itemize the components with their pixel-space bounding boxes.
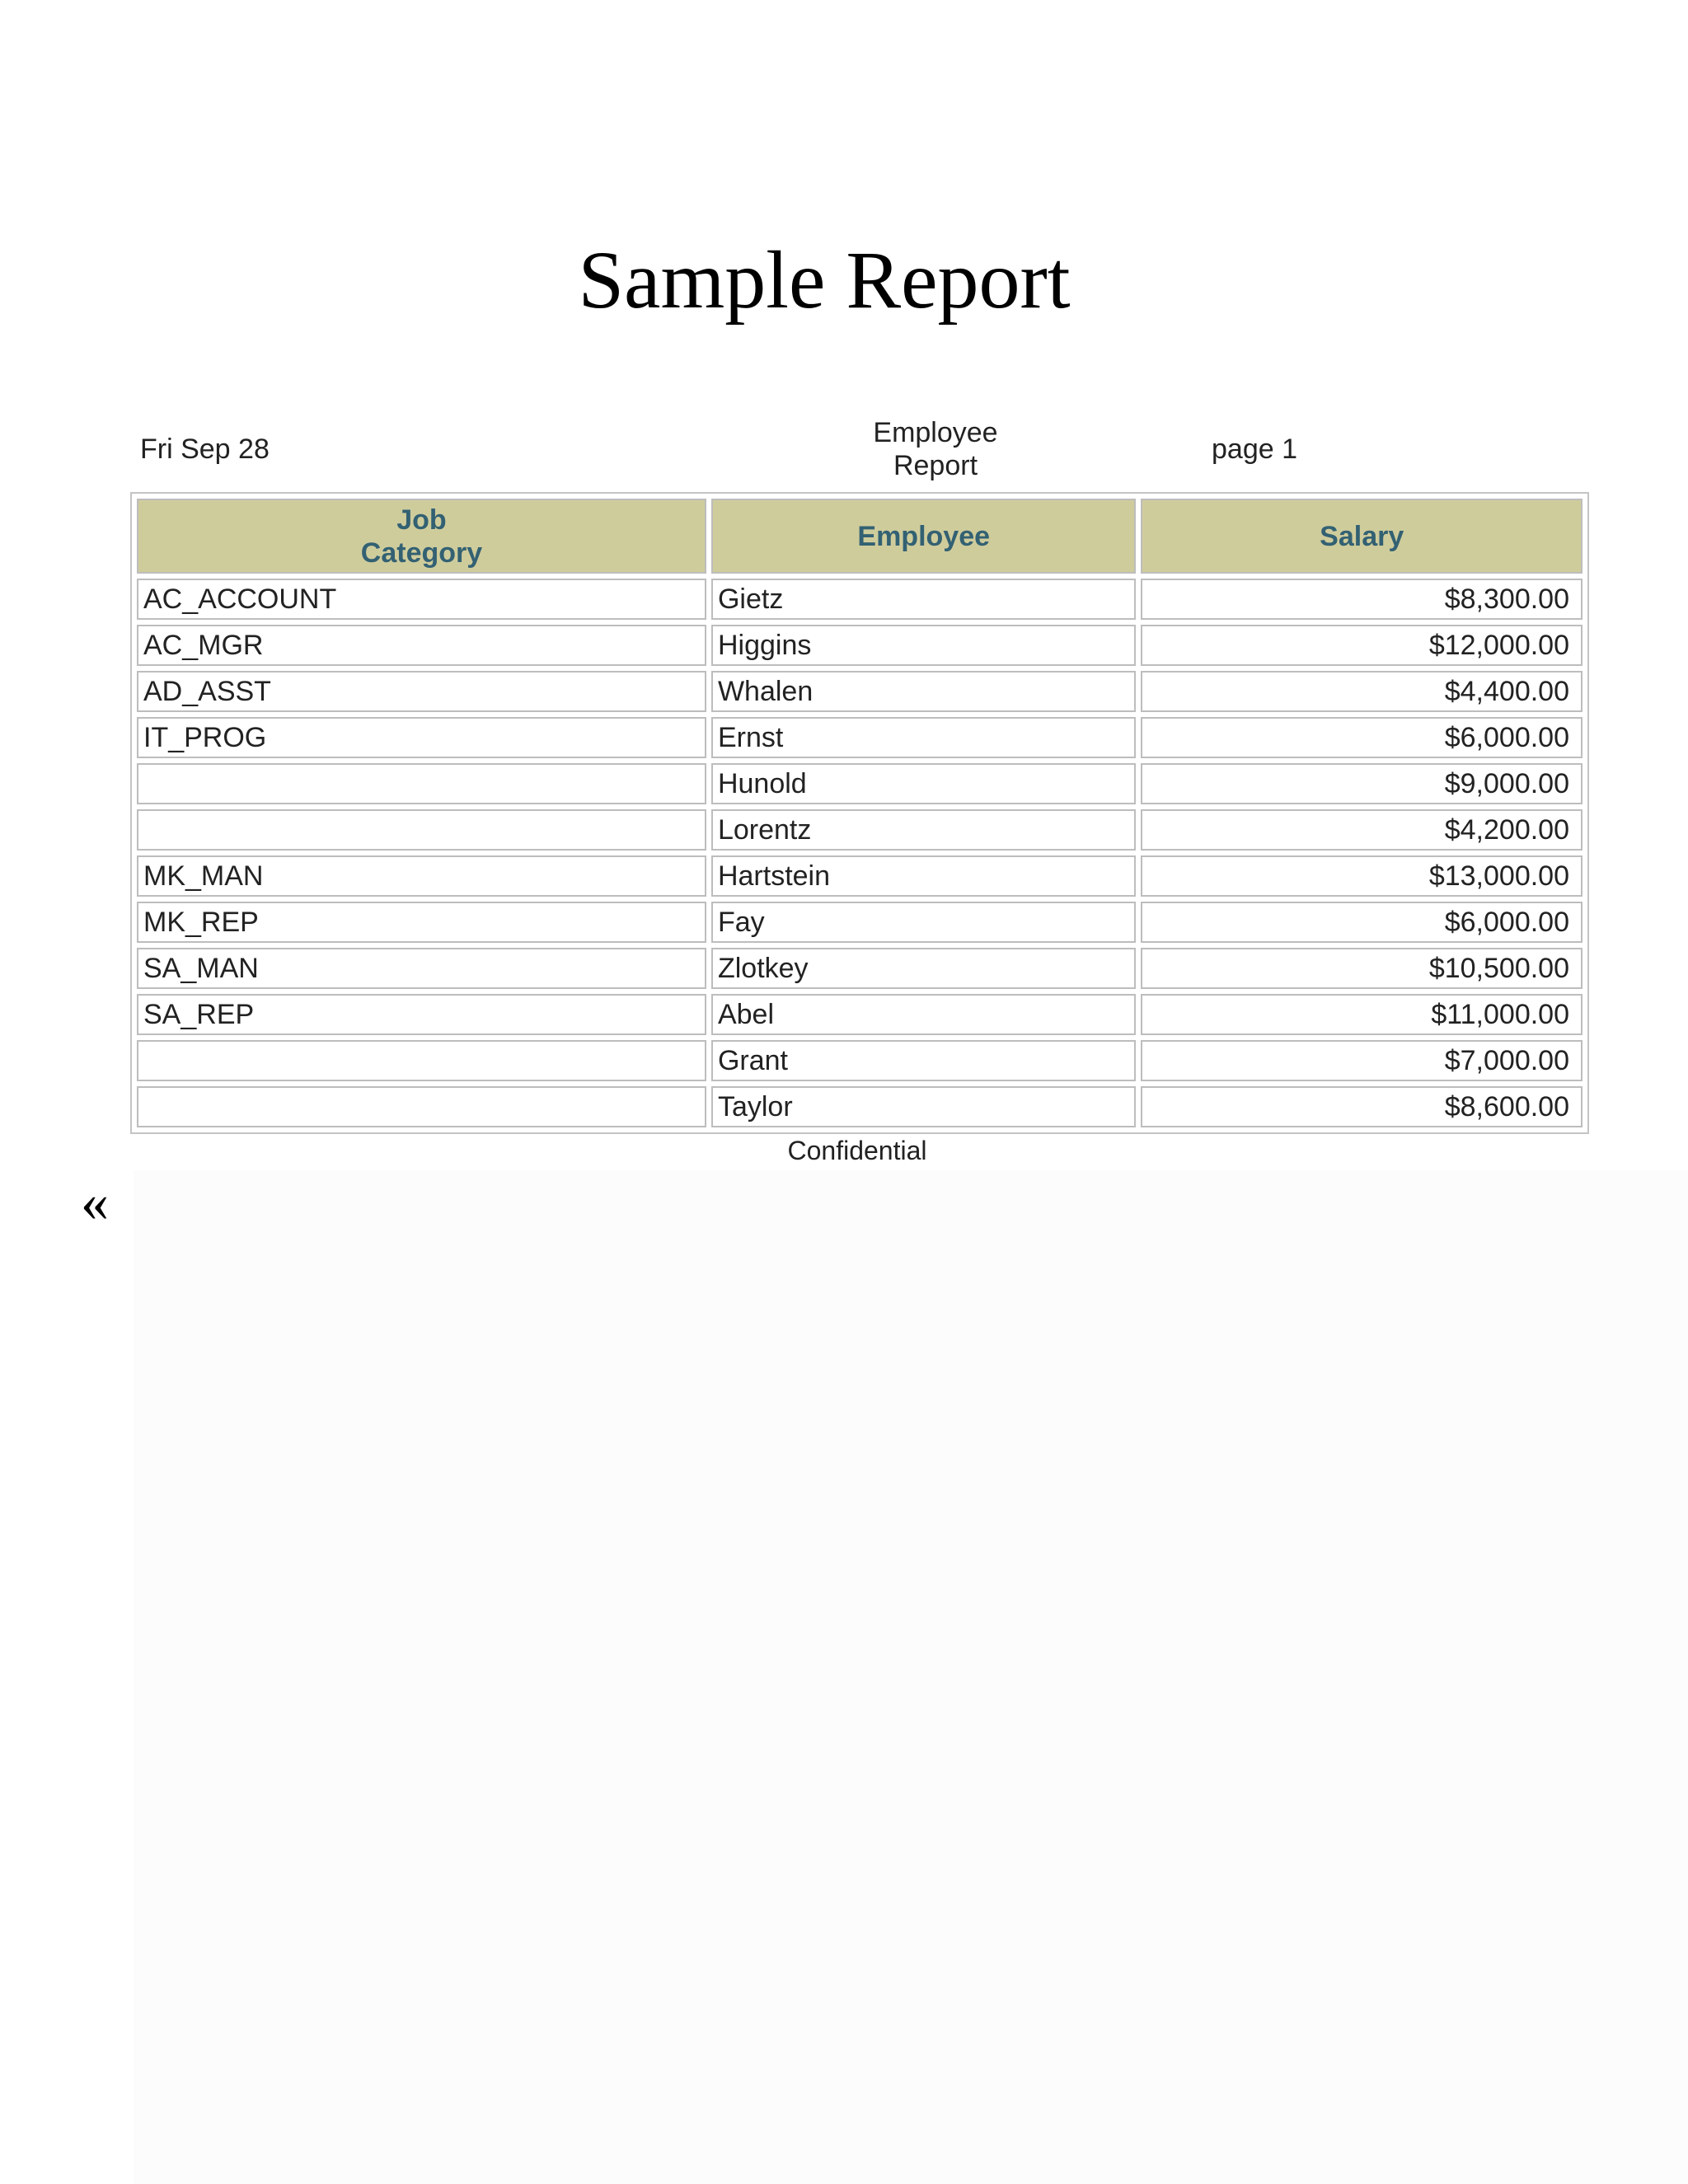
table-row: [137, 994, 1582, 1035]
cell-job-category: IT_PROG: [137, 717, 706, 758]
cell-job-category: [137, 763, 706, 804]
table-row: [137, 579, 1582, 620]
column-header-salary: Salary: [1141, 499, 1582, 574]
cell-employee: Gietz: [711, 579, 1136, 620]
confidential-footer: Confidential: [787, 1136, 927, 1165]
page-title: Sample Report: [578, 234, 1071, 326]
cell-salary: $10,500.00: [1141, 948, 1582, 989]
table-row: [137, 671, 1582, 712]
cell-employee: Abel: [711, 994, 1136, 1035]
cell-job-category: AD_ASST: [137, 671, 706, 712]
cell-salary: $12,000.00: [1141, 625, 1582, 666]
cell-salary: $7,000.00: [1141, 1040, 1582, 1081]
table-row: [137, 902, 1582, 943]
cell-salary: $4,400.00: [1141, 671, 1582, 712]
cell-employee: Zlotkey: [711, 948, 1136, 989]
cell-job-category: AC_ACCOUNT: [137, 579, 706, 620]
cell-job-category: MK_REP: [137, 902, 706, 943]
cell-job-category: AC_MGR: [137, 625, 706, 666]
cell-salary: $13,000.00: [1141, 855, 1582, 897]
table-row: [137, 948, 1582, 989]
cell-job-category: [137, 809, 706, 851]
table-row: [137, 1040, 1582, 1081]
cell-job-category: SA_REP: [137, 994, 706, 1035]
table-row: [137, 855, 1582, 897]
column-header-job-line1: Job: [396, 504, 447, 536]
page-background: [134, 1170, 1688, 2184]
cell-salary: $8,300.00: [1141, 579, 1582, 620]
cell-employee: Hartstein: [711, 855, 1136, 897]
table-row: [137, 625, 1582, 666]
cell-job-category: SA_MAN: [137, 948, 706, 989]
back-link[interactable]: «: [81, 1170, 109, 1233]
cell-employee: Grant: [711, 1040, 1136, 1081]
cell-employee: Taylor: [711, 1086, 1136, 1127]
cell-employee: Hunold: [711, 763, 1136, 804]
report-name: [853, 416, 1018, 482]
cell-salary: $9,000.00: [1141, 763, 1582, 804]
report-date: Fri Sep 28: [140, 434, 270, 465]
report-name-line1: Employee: [873, 417, 998, 448]
cell-job-category: [137, 1040, 706, 1081]
cell-employee: Fay: [711, 902, 1136, 943]
cell-employee: Higgins: [711, 625, 1136, 666]
column-header-job-line2: Category: [360, 537, 483, 569]
cell-job-category: MK_MAN: [137, 855, 706, 897]
report-name-line2: Report: [893, 450, 978, 481]
cell-salary: $4,200.00: [1141, 809, 1582, 851]
column-header-employee: Employee: [711, 499, 1136, 574]
cell-job-category: [137, 1086, 706, 1127]
employee-report-table: [130, 492, 1589, 1134]
column-header-job-category: [137, 499, 706, 574]
cell-salary: $6,000.00: [1141, 902, 1582, 943]
cell-employee: Lorentz: [711, 809, 1136, 851]
table-row: [137, 717, 1582, 758]
cell-salary: $8,600.00: [1141, 1086, 1582, 1127]
cell-salary: $11,000.00: [1141, 994, 1582, 1035]
page-number: page 1: [1212, 434, 1297, 465]
cell-employee: Whalen: [711, 671, 1136, 712]
table-row: [137, 763, 1582, 804]
table-header-row: [137, 499, 1582, 574]
table-row: [137, 1086, 1582, 1127]
table-row: [137, 809, 1582, 851]
cell-salary: $6,000.00: [1141, 717, 1582, 758]
cell-employee: Ernst: [711, 717, 1136, 758]
table-body: [137, 579, 1582, 1127]
